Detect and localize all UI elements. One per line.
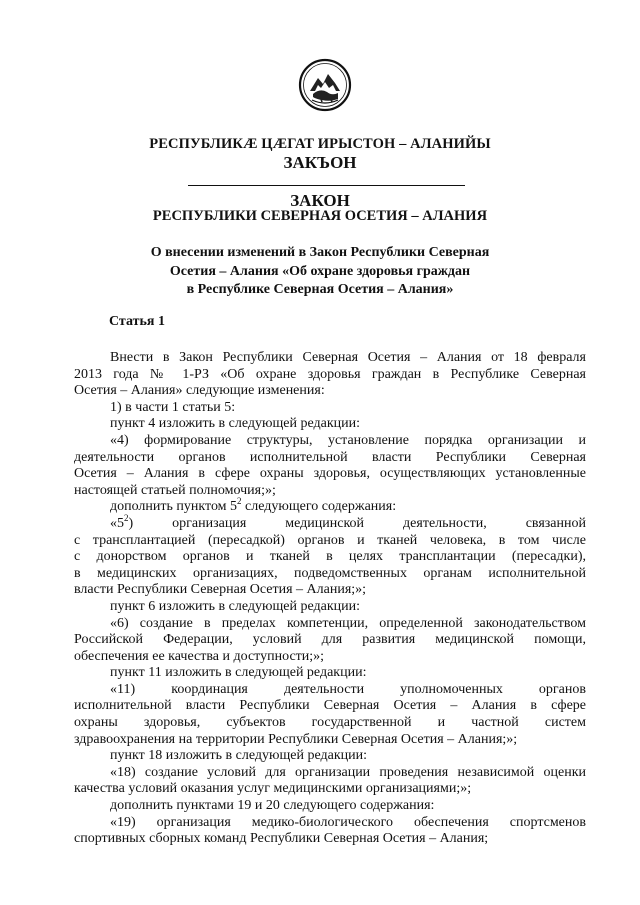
- text-line: «19) организация медико-биологического обеспечения спортсменов: [110, 814, 586, 830]
- text-line: исполнительной власти Республики Северная Осетия – Алания в сфере: [74, 698, 586, 714]
- subject-line: О внесении изменений в Закон Республики Северная: [150, 245, 490, 260]
- text-line: 1) в части 1 статьи 5:: [110, 399, 236, 415]
- text-line: «18) создание условий для организации проведения независимой оценки: [110, 764, 586, 780]
- republic-name-ossetian: РЕСПУБЛИКӔ ЦӔГАТ ИРЫСТОН – АЛАНИЙЫ: [149, 136, 491, 152]
- text-line: [74, 512, 586, 533]
- text-line: пункт 4 изложить в следующей редакции:: [110, 416, 360, 432]
- superscript: 2: [237, 496, 242, 507]
- law-subject: [0, 244, 640, 300]
- law-title-russian: ЗАКОН: [290, 191, 350, 210]
- subject-line: в Республике Северная Осетия – Алания»: [186, 282, 454, 297]
- text-fragment: [110, 512, 129, 533]
- text-line: с донорством органов и тканей в целях трансплантации (пересадки),: [74, 549, 586, 565]
- text-line: с трансплантацией (пересадкой) органов и тканей человека, в том числе: [74, 532, 586, 548]
- text-line: Российской Федерации, условий для развития медицинской помощи,: [74, 632, 586, 648]
- text-line: охраны здоровья, субъектов государственной и частной систем: [74, 715, 586, 731]
- text-line: спортивных сборных команд Республики Северная Осетия – Алания;: [74, 831, 489, 847]
- text-line: «11) координация деятельности уполномоченных органов: [110, 681, 586, 697]
- text-fragment: «5: [110, 515, 124, 531]
- text-line: дополнить пунктами 19 и 20 следующего содержания:: [110, 798, 435, 814]
- coat-of-arms-emblem: [298, 58, 352, 112]
- republic-name-russian: РЕСПУБЛИКИ СЕВЕРНАЯ ОСЕТИЯ – АЛАНИЯ: [152, 208, 488, 224]
- text-line: деятельности органов исполнительной власти Республики Северная: [74, 449, 586, 465]
- text-line: качества условий оказания услуг медицинскими организациями;»;: [74, 781, 472, 797]
- text-line: Осетия – Алания в сфере охраны здоровья, осуществляющих установленные: [74, 466, 586, 482]
- text-line: здравоохранения на территории Республики Северная Осетия – Алания;»;: [74, 731, 518, 747]
- header-divider: [188, 185, 465, 186]
- superscript: 2: [124, 512, 129, 523]
- text-line: настоящей статьей полномочия;»;: [74, 482, 276, 498]
- text-line: 2013 года № 1-РЗ «Об охране здоровья граждан в Республике Северная: [74, 366, 586, 382]
- text-line: «4) формирование структуры, установление порядка организации и: [110, 432, 586, 448]
- subject-line: Осетия – Алания «Об охране здоровья граждан: [169, 263, 471, 279]
- text-line: Осетия – Алания» следующие изменения:: [74, 383, 325, 399]
- text-line: [74, 496, 586, 516]
- text-line: пункт 11 изложить в следующей редакции:: [110, 665, 367, 681]
- text-line: в медицинских организациях, подведомственных органам исполнительной: [74, 565, 586, 581]
- text-fragment: ) организация медицинской деятельности, связанной: [128, 515, 586, 531]
- text-line: обеспечения ее качества и доступности;»;: [74, 648, 325, 664]
- text-fragment: следующего содержания:: [241, 499, 397, 515]
- article-body: [74, 350, 586, 848]
- law-title-ossetian: ЗАКЪОН: [283, 153, 357, 172]
- article-title: Статья 1: [109, 314, 165, 329]
- text-line: власти Республики Северная Осетия – Алания;»;: [74, 582, 367, 598]
- text-line: «6) создание в пределах компетенции, определенной законодательством: [110, 615, 586, 631]
- text-line: пункт 6 изложить в следующей редакции:: [110, 598, 360, 614]
- text-line: пункт 18 изложить в следующей редакции:: [110, 748, 367, 764]
- text-line: Внести в Закон Республики Северная Осетия – Алания от 18 февраля: [110, 350, 586, 365]
- text-fragment: дополнить пунктом 5: [110, 499, 238, 515]
